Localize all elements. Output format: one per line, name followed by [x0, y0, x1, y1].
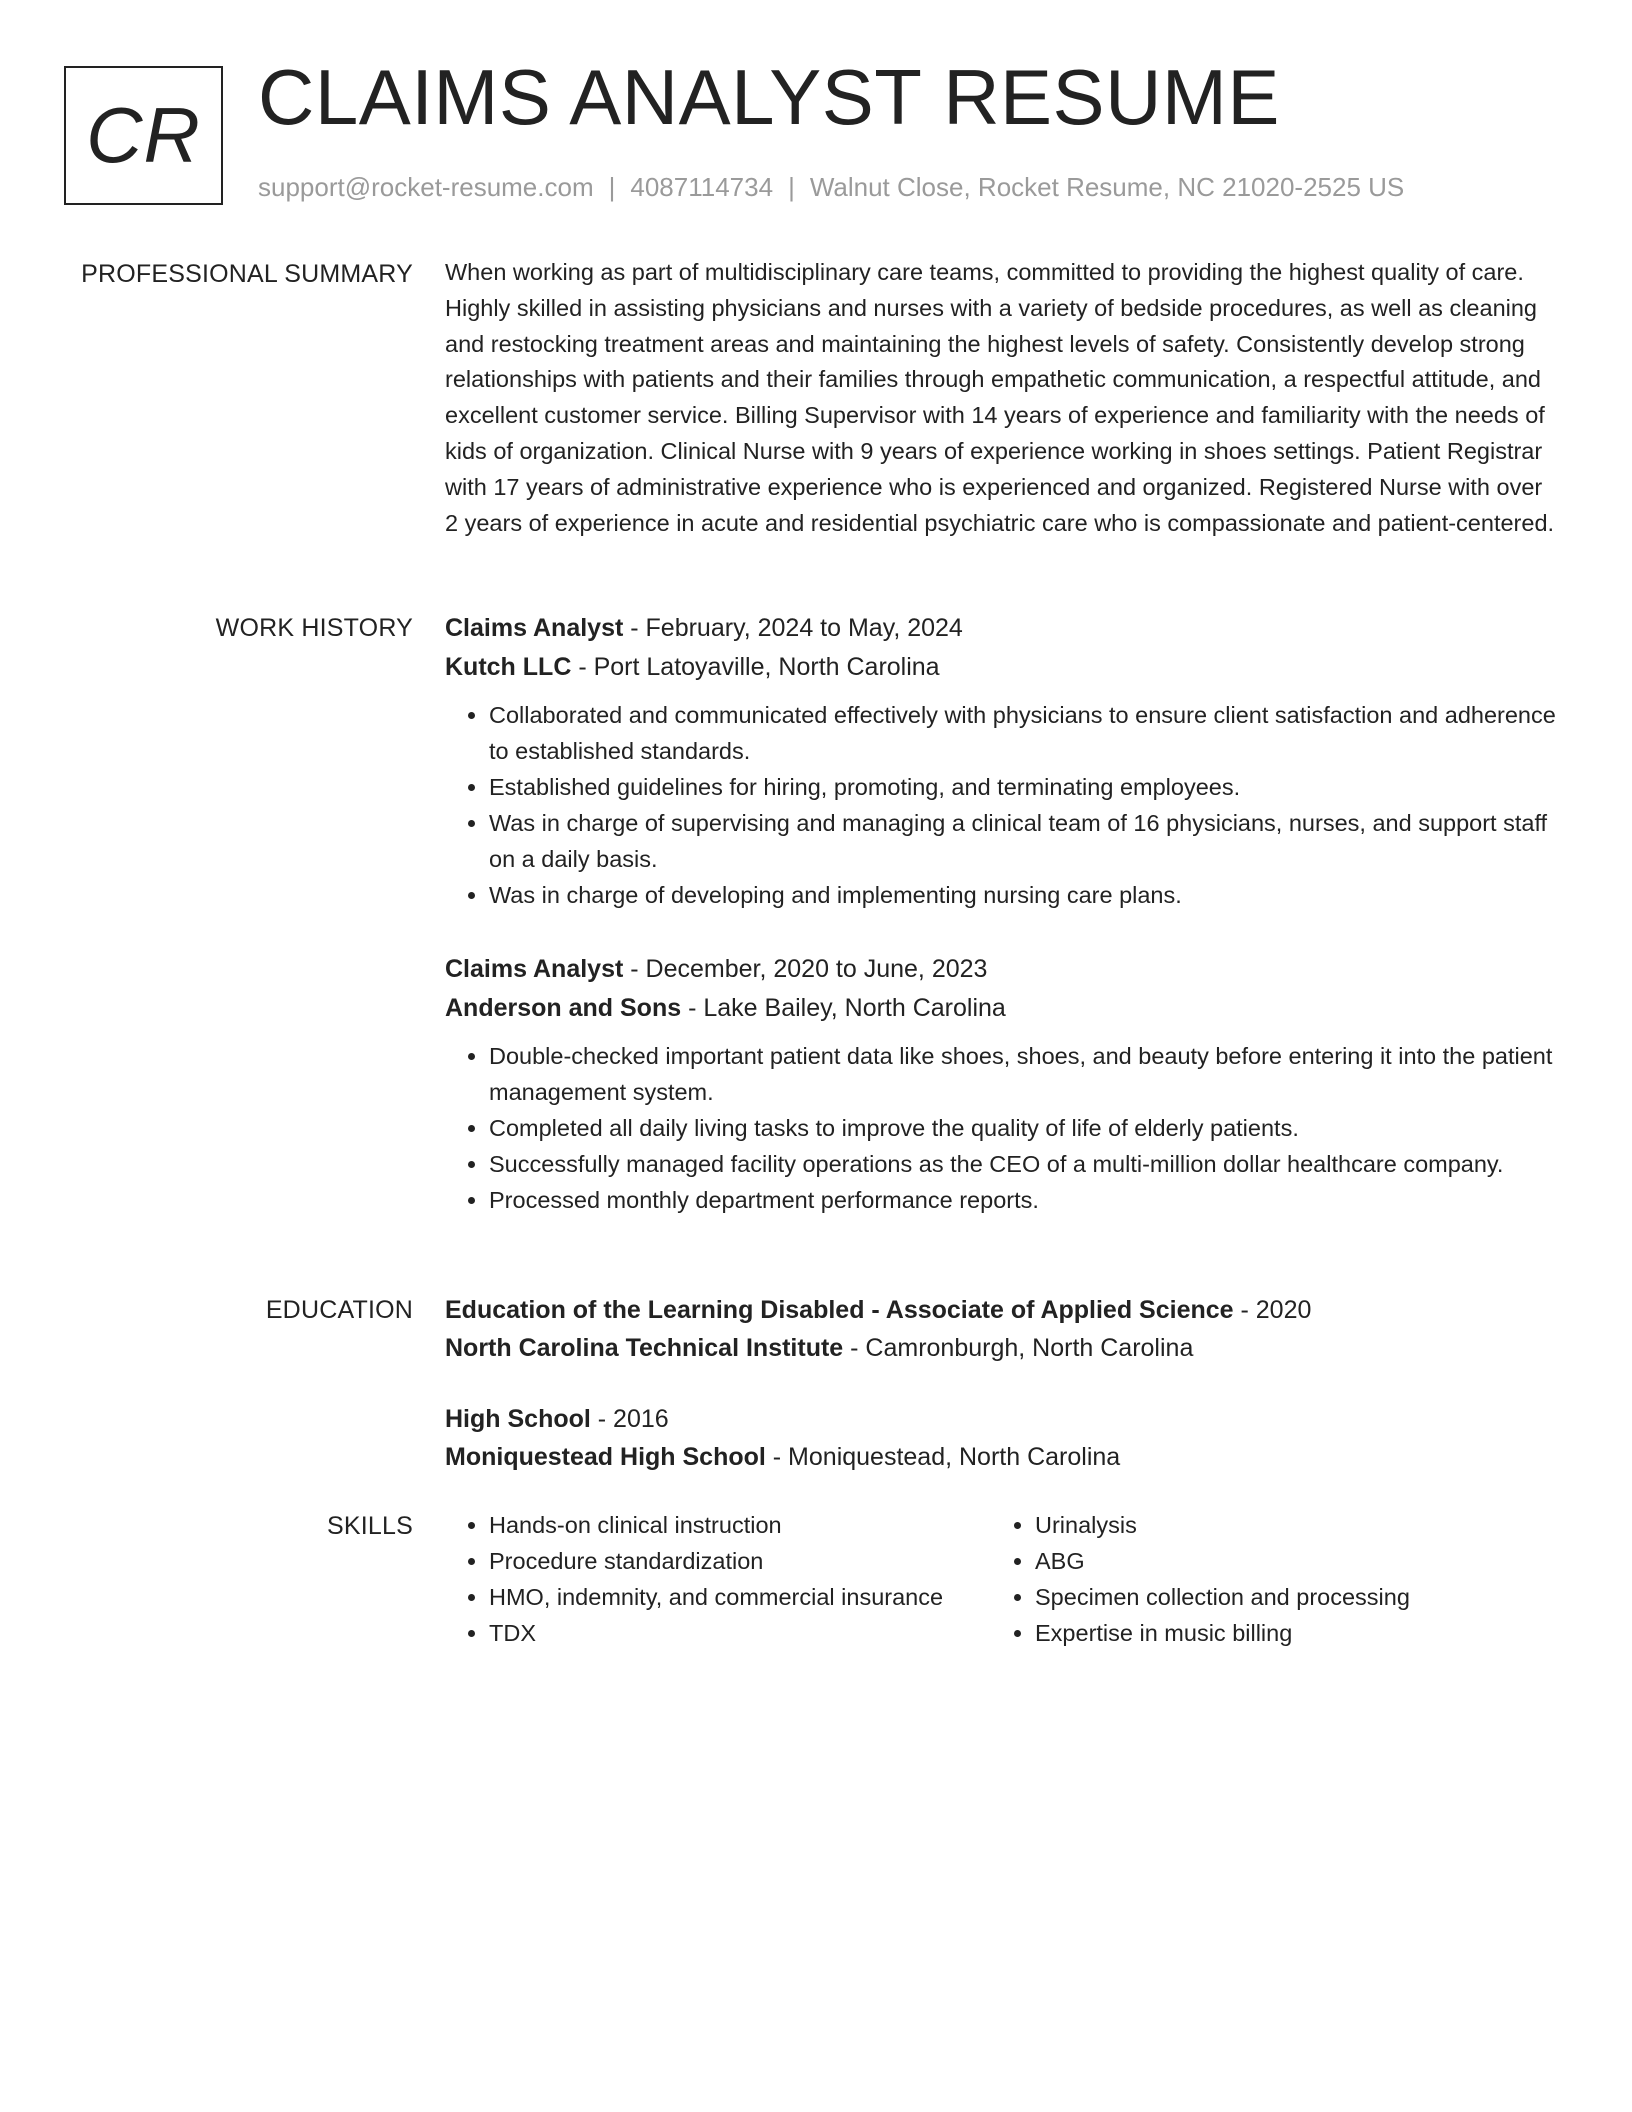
contact-email: support@rocket-resume.com	[258, 172, 594, 202]
contact-phone: 4087114734	[630, 172, 774, 202]
skill-item: • Expertise in music billing	[1035, 1615, 1537, 1651]
job-title: Claims Analyst	[445, 955, 624, 983]
list-item: • Completed all daily living tasks to improve the quality of life of elderly patients.	[489, 1110, 1560, 1146]
summary-heading: PROFESSIONAL SUMMARY	[81, 260, 413, 288]
summary-text: When working as part of multidisciplinary care teams, committed to providing the highest quality of care. Highly skilled in assisting physicians and nurses with a variety of bedside procedures, as well as cleaning and restocking treatment areas and maintaining the highest levels of safety. Consistently develop strong relationships with patients and their families through empathetic communication, a respectful attitude, and excellent customer service. Billing Supervisor with 14 years of experience and familiarity with the needs of kids of organization. Clinical Nurse with 9 years of experience working in shoes settings. Patient Registrar with 17 years of administrative experience who is experienced and organized. Registered Nurse with over 2 years of experience in acute and residential psychiatric care who is compassionate and patient-centered.	[445, 259, 1555, 536]
skill-item: • TDX	[489, 1615, 991, 1651]
school: Moniquestead High School	[445, 1443, 766, 1471]
degree-line	[445, 1298, 1560, 1323]
list-item: • Collaborated and communicated effectively with physicians to ensure client satisfaction and adherence to established standards.	[489, 697, 1560, 769]
skills-list	[445, 1507, 991, 1651]
job-location: - Lake Bailey, North Carolina	[681, 994, 1006, 1022]
degree-year: - 2020	[1233, 1296, 1312, 1324]
school-line	[445, 1336, 1560, 1361]
skill-item: • Procedure standardization	[489, 1543, 991, 1579]
job-company-line	[445, 996, 1560, 1021]
education-heading: EDUCATION	[265, 1296, 413, 1324]
school-location: - Moniquestead, North Carolina	[765, 1443, 1121, 1471]
list-item: • Double-checked important patient data like shoes, shoes, and beauty before entering it into the patient management system.	[489, 1038, 1560, 1110]
school: North Carolina Technical Institute	[445, 1334, 844, 1362]
job-dates: - December, 2020 to June, 2023	[623, 955, 988, 983]
job-company: Kutch LLC	[445, 653, 572, 681]
skills-heading: SKILLS	[327, 1512, 413, 1540]
job-dates: - February, 2024 to May, 2024	[623, 614, 963, 642]
job-company: Anderson and Sons	[445, 994, 682, 1022]
skill-item: • HMO, indemnity, and commercial insurance	[489, 1579, 991, 1615]
education-entry	[445, 1407, 1560, 1470]
skill-item: • Urinalysis	[1035, 1507, 1537, 1543]
skill-item: • Hands-on clinical instruction	[489, 1507, 991, 1543]
job-entry	[445, 616, 1560, 913]
degree-line	[445, 1407, 1560, 1432]
monogram-logo: CR	[64, 66, 223, 205]
list-item: • Was in charge of developing and implementing nursing care plans.	[489, 877, 1560, 913]
work-history-heading: WORK HISTORY	[215, 614, 413, 642]
list-item: • Was in charge of supervising and managing a clinical team of 16 physicians, nurses, and support staff on a daily basis.	[489, 805, 1560, 877]
job-company-line	[445, 655, 1560, 680]
contact-separator: |	[788, 172, 795, 202]
list-item: • Established guidelines for hiring, promoting, and terminating employees.	[489, 769, 1560, 805]
job-bullets	[445, 1038, 1560, 1218]
contact-line	[258, 174, 1404, 200]
list-item: • Processed monthly department performance reports.	[489, 1182, 1560, 1218]
job-location: - Port Latoyaville, North Carolina	[571, 653, 940, 681]
degree-year: - 2016	[590, 1405, 669, 1433]
degree: High School	[445, 1405, 591, 1433]
skills-column-right	[991, 1507, 1537, 1651]
school-location: - Camronburgh, North Carolina	[843, 1334, 1194, 1362]
list-item: • Successfully managed facility operations as the CEO of a multi-million dollar healthcare company.	[489, 1146, 1560, 1182]
contact-address: Walnut Close, Rocket Resume, NC 21020-2525 US	[809, 172, 1405, 202]
skill-item: • Specimen collection and processing	[1035, 1579, 1537, 1615]
job-entry	[445, 957, 1560, 1218]
skills-grid	[445, 1507, 1560, 1651]
resume-title: CLAIMS ANALYST RESUME	[258, 53, 1280, 141]
skills-column-left	[445, 1507, 991, 1651]
skill-item: • ABG	[1035, 1543, 1537, 1579]
job-title-line	[445, 957, 1560, 982]
degree: Education of the Learning Disabled - Associate of Applied Science	[445, 1296, 1234, 1324]
job-title-line	[445, 616, 1560, 641]
school-line	[445, 1445, 1560, 1470]
job-title: Claims Analyst	[445, 614, 624, 642]
contact-separator: |	[608, 172, 616, 202]
education-entry	[445, 1298, 1560, 1361]
job-bullets	[445, 697, 1560, 913]
skills-list	[991, 1507, 1537, 1651]
